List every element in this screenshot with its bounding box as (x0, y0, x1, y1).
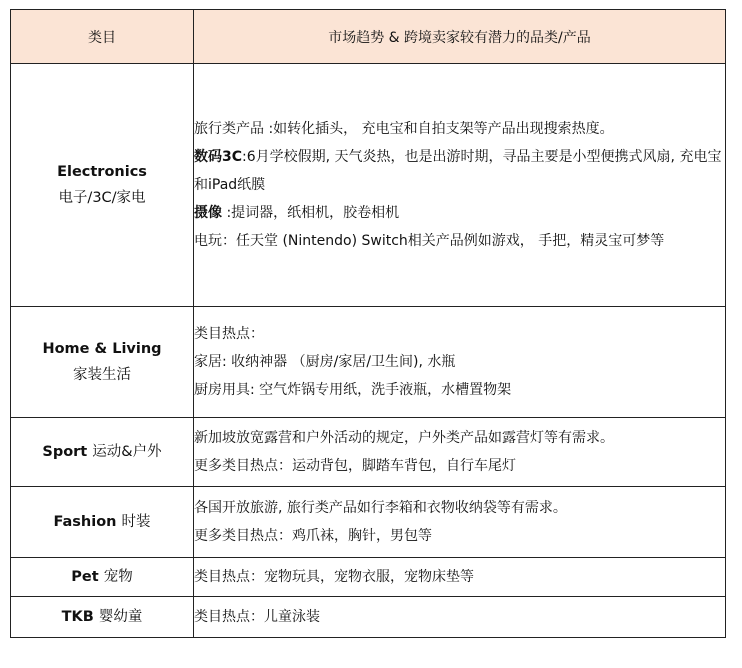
trend-line: 厨房用具: 空气炸锅专用纸，洗手液瓶，水槽置物架 (194, 382, 512, 398)
category-zh: 运动&户外 (92, 444, 162, 460)
category-cell (11, 418, 194, 487)
trend-line: 摄像 :提词器，纸相机，胶卷相机 (194, 205, 400, 221)
trend-line: 类目热点：宠物玩具，宠物衣服，宠物床垫等 (194, 569, 474, 585)
trend-line: 各国开放旅游, 旅行类产品如行李箱和衣物收纳袋等有需求。 (194, 500, 567, 516)
header-trends: 市场趋势 & 跨境卖家较有潜力的品类/产品 (194, 10, 726, 64)
category-en: Home & Living (42, 341, 162, 357)
trend-line: 旅行类产品 :如转化插头， 充电宝和自拍支架等产品出现搜索热度。 (194, 121, 614, 137)
table-row (11, 558, 726, 597)
category-trends-table (10, 9, 726, 638)
trends-cell (194, 64, 726, 307)
table-header-row (11, 10, 726, 64)
category-cell (11, 558, 194, 597)
trend-line: 类目热点：儿童泳装 (194, 609, 320, 625)
trend-line: 家居: 收纳神器 （厨房/家居/卫生间), 水瓶 (194, 354, 456, 370)
category-en: Pet (71, 569, 104, 585)
category-en: TKB (61, 609, 99, 625)
trends-cell (194, 307, 726, 418)
category-cell (11, 307, 194, 418)
category-zh: 时装 (121, 514, 151, 530)
category-en: Fashion (53, 514, 122, 530)
trends-cell (194, 597, 726, 638)
trend-line: 类目热点： (194, 326, 264, 342)
trends-cell (194, 487, 726, 558)
trend-line: 数码3C:6月学校假期, 天气炎热，也是出游时期，寻品主要是小型便携式风扇, 充电宝和iPad纸膜 (194, 149, 722, 193)
trends-cell (194, 558, 726, 597)
category-cell (11, 597, 194, 638)
trend-line: 电玩：任天堂 (Nintendo) Switch相关产品例如游戏， 手把，精灵宝可梦等 (194, 233, 665, 249)
table-row (11, 597, 726, 638)
category-en: Sport (42, 444, 93, 460)
category-en: Electronics (57, 164, 147, 180)
category-zh: 家装生活 (73, 367, 131, 383)
table-row (11, 418, 726, 487)
table-row (11, 487, 726, 558)
category-zh: 电子/3C/家电 (58, 190, 146, 206)
table-row (11, 307, 726, 418)
trends-cell (194, 418, 726, 487)
category-cell (11, 64, 194, 307)
trend-line: 更多类目热点：鸡爪袜，胸针，男包等 (194, 528, 432, 544)
table-row (11, 64, 726, 307)
trend-line: 更多类目热点：运动背包，脚踏车背包，自行车尾灯 (194, 458, 516, 474)
category-zh: 宠物 (103, 569, 133, 585)
header-category: 类目 (11, 10, 194, 64)
category-cell (11, 487, 194, 558)
category-zh: 婴幼童 (98, 609, 143, 625)
trend-line: 新加坡放宽露营和户外活动的规定，户外类产品如露营灯等有需求。 (194, 430, 614, 446)
